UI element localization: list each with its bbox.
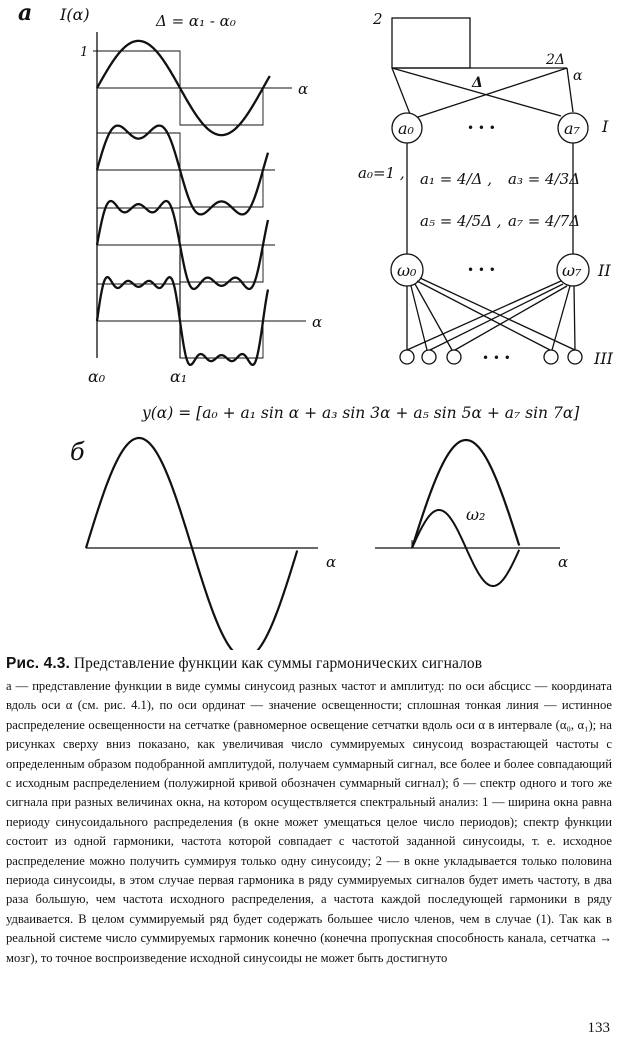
figure-number: Рис. 4.3. <box>6 655 70 672</box>
edge <box>411 286 427 350</box>
label-2: 2 <box>373 10 383 28</box>
receptor <box>544 350 558 364</box>
node-a0-label: a₀ <box>398 119 414 138</box>
alpha1-label: α₁ <box>170 367 188 386</box>
edge <box>455 286 567 350</box>
a7-equation: a₇ = 4/7Δ <box>508 212 581 230</box>
a0-equation: a₀=1 , <box>358 164 405 182</box>
panel-b-curves <box>86 438 519 650</box>
edge <box>430 284 563 350</box>
caption-title-line <box>6 655 612 673</box>
a1-equation: a₁ = 4/Δ , <box>420 170 493 188</box>
figure-caption <box>6 655 612 968</box>
panel-b-label: б <box>70 438 85 466</box>
stimulus-box <box>392 18 470 68</box>
edge <box>415 284 452 350</box>
edge <box>420 278 575 350</box>
dots-1: • • • <box>467 121 496 135</box>
sine-full-period <box>86 438 297 650</box>
b-x-label-left: α <box>326 553 337 571</box>
page-number: 133 <box>587 1020 610 1036</box>
label-delta: Δ <box>472 75 483 91</box>
b-x-label-right: α <box>558 553 569 571</box>
a5-equation: a₅ = 4/5Δ , <box>420 212 502 230</box>
layer-1-label: I <box>602 117 609 136</box>
alpha0-label: α₀ <box>88 367 106 386</box>
receptor <box>422 350 436 364</box>
x-axis-label-top: α <box>298 80 309 98</box>
edge <box>392 68 410 114</box>
receptor <box>400 350 414 364</box>
harmonic-sums <box>97 41 309 365</box>
x-axis-label-bottom: α <box>312 313 323 331</box>
y-axis-label: I(α) <box>60 5 90 24</box>
omega2-label: ω₂ <box>466 505 486 524</box>
label-alpha: α <box>573 68 583 84</box>
dots-2: • • • <box>467 263 496 277</box>
edge <box>407 281 561 350</box>
caption-title: Представление функции как суммы гармонических сигналов <box>73 655 483 672</box>
caption-body: а — представление функции в виде суммы синусоид разных частот и амплитуд: по оси абсцисс — координата вдоль оси α (см. рис. 4.1), по оси ординат — значение освещенности; сплошная тонкая линия — истинное распределение освещенности на сетчатке (равномерное освещение сетчатки вдоль оси α в интервале (α₀, α₁); на рисунках сверху вниз показано, как увеличивая число суммируемых синусоид возрастающей частоты с определенным образом подобранной амплитудой, получаем суммарный сигнал, все более и более совпадающий с исходным распределением (полужирной кривой обозначен суммарный сигнал); б — спектр одного и того же сигнала при разных величинах окна, на котором осуществляется спектральный анализ: 1 — ширина окна равна периоду синусоидального распределения (в окне может умещаться целое число периодов); спектр функции состоит из одной гармоники, частота которой совпадает с частотой заданной синусоиды, т. е. исходное распределение можно получить суммируя только одну синусоиду; 2 — в окне укладывается только половина периода синусоиды, в этом случае первая гармоника в ряду суммируемых сигналов будет иметь частоту, в два раза большую, чем частота исходного распределения, а частота каждой последующей гармоники в ряду удваивается. В целом суммируемый ряд будет содержать большее число членов, чем в случае (1). Так как в реальной системе число суммируемых гармоник конечно (конечна пропускная способность канала, сетчатка → мозг), то точное воспроизведение исходной синусоиды не может быть достигнуто <box>6 679 612 965</box>
receptor <box>447 350 461 364</box>
a3-equation: a₃ = 4/3Δ <box>508 170 581 188</box>
layer-3-label: III <box>594 349 613 368</box>
node-a7-label: a₇ <box>564 119 580 138</box>
sine-half-period <box>412 440 519 548</box>
delta-formula: Δ = α₁ - α₀ <box>156 12 236 30</box>
edge <box>574 286 575 350</box>
unit-label: 1 <box>80 45 89 60</box>
network-diagram <box>391 18 589 364</box>
dots-3: • • • <box>482 351 511 365</box>
label-2delta: 2Δ <box>546 52 566 68</box>
layer-2-label: II <box>598 261 611 280</box>
node-w0-label: ω₀ <box>397 261 417 280</box>
sum-formula: y(α) = [a₀ + a₁ sin α + a₃ sin 3α + a₅ sin 5α + a₇ sin 7α] <box>142 404 580 422</box>
node-w7-label: ω₇ <box>562 261 582 280</box>
panel-a <box>93 32 309 358</box>
edge <box>552 286 570 350</box>
edge <box>415 68 567 118</box>
receptor <box>568 350 582 364</box>
panel-a-label: а <box>18 0 33 26</box>
